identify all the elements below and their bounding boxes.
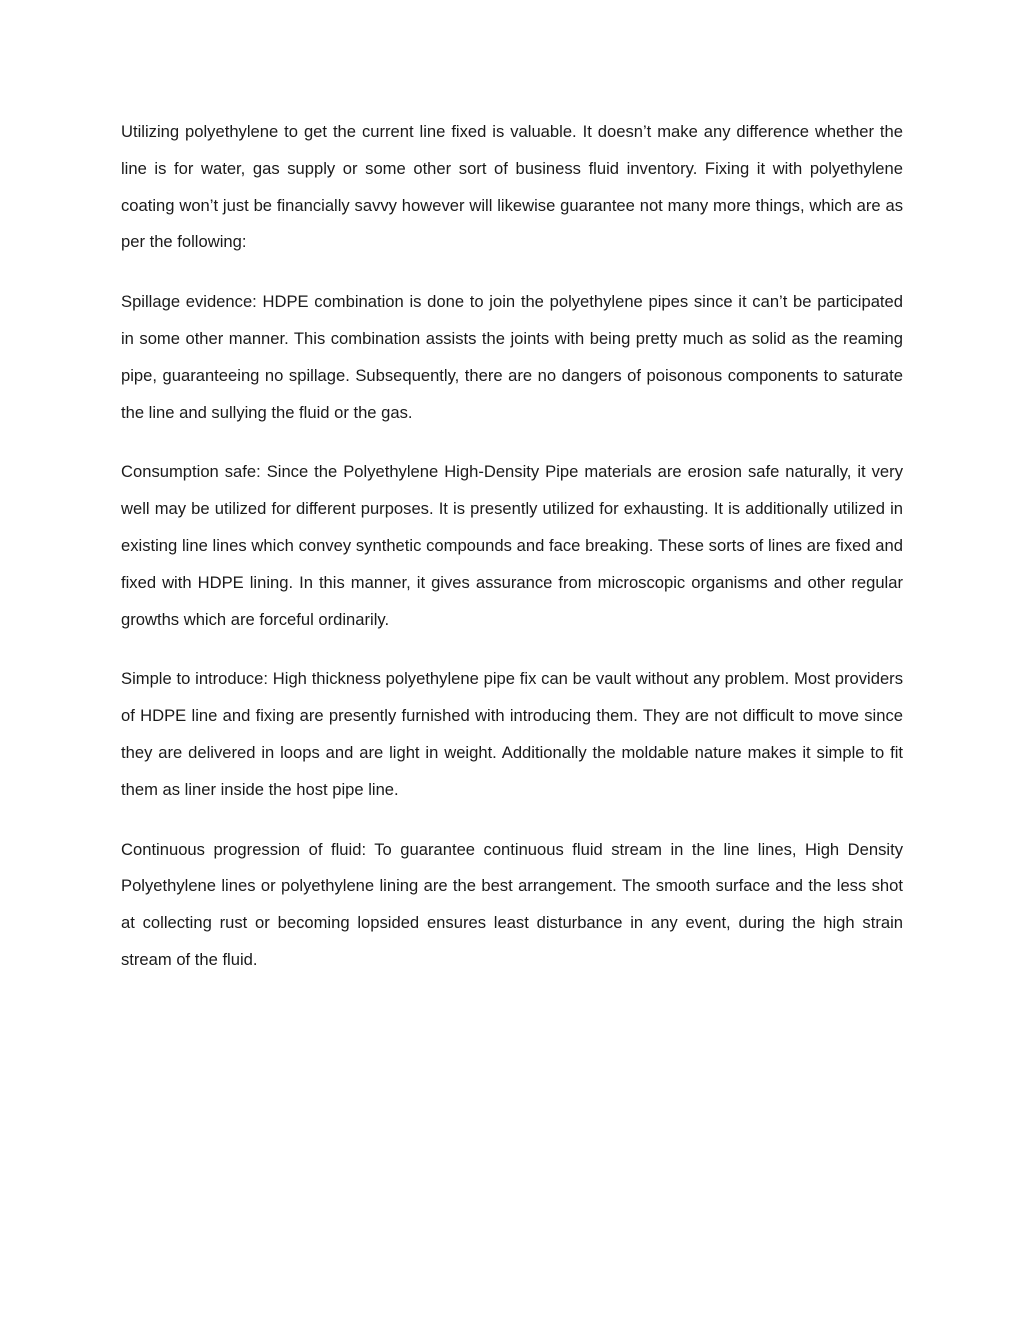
paragraph-spillage-evidence: Spillage evidence: HDPE combination is done to join the polyethylene pipes since it can’t be participated in some other manner. This combination assists the joints with being pretty much as solid as the reaming pipe, guaranteeing no spillage. Subsequently, there are no dangers of poisonous components to saturate the line and sullying the fluid or the gas. <box>121 292 903 422</box>
paragraph-continuous-progression: Continuous progression of fluid: To guarantee continuous fluid stream in the line lines, High Density Polyethylene lines or polyethylene lining are the best arrangement. The smooth surface and the less shot at collecting rust or becoming lopsided ensures least disturbance in any event, during the high strain stream of the fluid. <box>121 839 903 969</box>
document-body <box>121 114 903 1002</box>
paragraph-intro: Utilizing polyethylene to get the current line fixed is valuable. It doesn’t make any difference whether the line is for water, gas supply or some other sort of business fluid inventory. Fixing it with polyethylene coating won’t just be financially savvy however will likewise guarantee not many more things, which are as per the following: <box>121 122 903 252</box>
paragraph-simple-to-introduce: Simple to introduce: High thickness polyethylene pipe fix can be vault without any problem. Most providers of HDPE line and fixing are presently furnished with introducing them. They are not difficult to move since they are delivered in loops and are light in weight. Additionally the moldable nature makes it simple to fit them as liner inside the host pipe line. <box>121 669 903 799</box>
paragraph-consumption-safe: Consumption safe: Since the Polyethylene High-Density Pipe materials are erosion safe naturally, it very well may be utilized for different purposes. It is presently utilized for exhausting. It is additionally utilized in existing line lines which convey synthetic compounds and face breaking. These sorts of lines are fixed and fixed with HDPE lining. In this manner, it gives assurance from microscopic organisms and other regular growths which are forceful ordinarily. <box>121 462 903 629</box>
